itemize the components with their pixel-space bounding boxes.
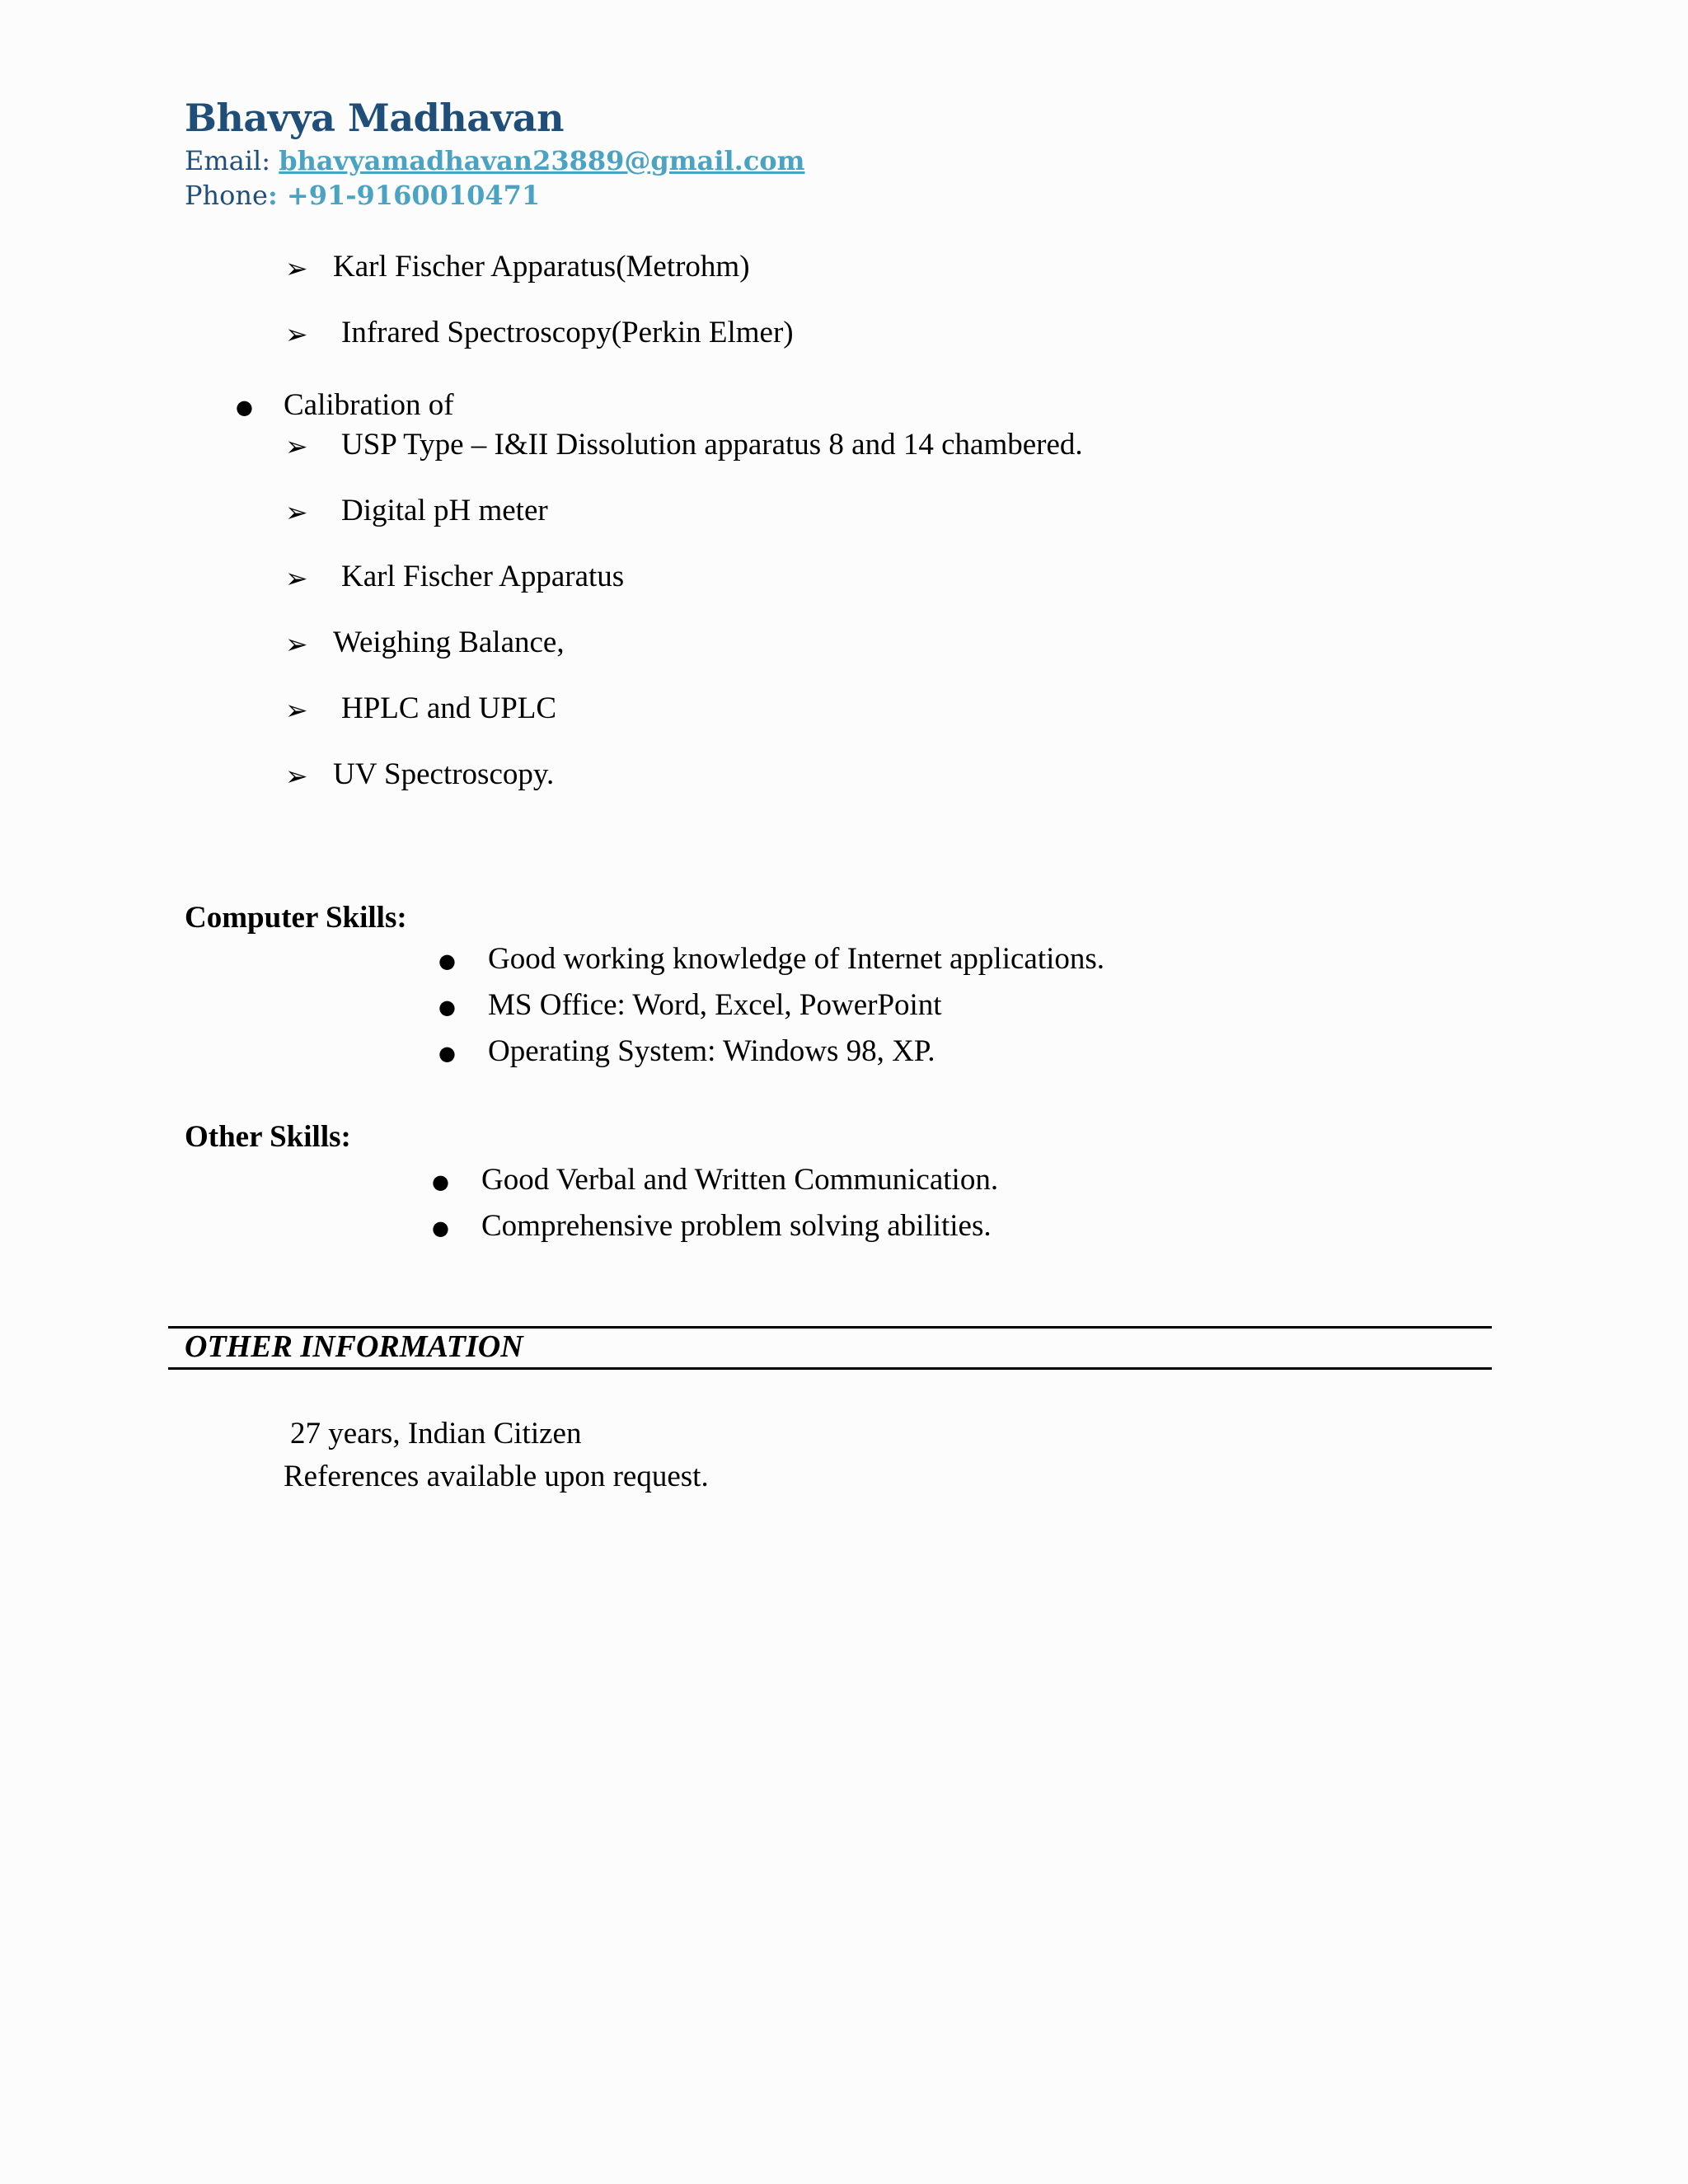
arrow-bullet-icon: ➢	[285, 760, 308, 792]
section-divider-bottom	[168, 1367, 1492, 1370]
other-skill-item: Comprehensive problem solving abilities.	[481, 1209, 992, 1243]
email-link[interactable]: bhavyamadhavan23889@gmail.com	[279, 145, 805, 176]
round-bullet-icon: ●	[438, 1042, 456, 1065]
calibration-item: HPLC and UPLC	[341, 691, 557, 725]
computer-skill-item: Good working knowledge of Internet applications.	[488, 942, 1105, 976]
round-bullet-icon: ●	[438, 949, 456, 972]
info-line-age-citizenship: 27 years, Indian Citizen	[290, 1417, 582, 1451]
info-line-references: References available upon request.	[284, 1460, 709, 1493]
round-bullet-icon: ●	[438, 996, 456, 1019]
other-skills-heading: Other Skills:	[185, 1120, 351, 1154]
other-skill-item: Good Verbal and Written Communication.	[481, 1163, 999, 1197]
arrow-bullet-icon: ➢	[285, 694, 308, 726]
arrow-bullet-icon: ➢	[285, 628, 308, 660]
email-label: Email:	[185, 145, 271, 176]
instrument-item: Infrared Spectroscopy(Perkin Elmer)	[341, 316, 794, 349]
computer-skills-heading: Computer Skills:	[185, 901, 407, 935]
computer-skill-item: MS Office: Word, Excel, PowerPoint	[488, 988, 942, 1022]
arrow-bullet-icon: ➢	[285, 496, 308, 528]
calibration-item: USP Type – I&II Dissolution apparatus 8 and 14 chambered.	[341, 428, 1083, 462]
phone-line	[185, 180, 540, 211]
arrow-bullet-icon: ➢	[285, 430, 308, 462]
phone-label: Phone	[185, 180, 268, 211]
round-bullet-icon: ●	[236, 396, 253, 419]
calibration-heading: Calibration of	[284, 388, 454, 422]
phone-value: : +91-9160010471	[267, 180, 541, 211]
arrow-bullet-icon: ➢	[285, 562, 308, 594]
arrow-bullet-icon: ➢	[285, 252, 308, 284]
other-information-heading: OTHER INFORMATION	[185, 1329, 523, 1364]
calibration-item: Karl Fischer Apparatus	[341, 560, 625, 593]
arrow-bullet-icon: ➢	[285, 318, 308, 350]
instrument-item: Karl Fischer Apparatus(Metrohm)	[333, 250, 750, 284]
round-bullet-icon: ●	[432, 1170, 449, 1193]
calibration-item: Weighing Balance,	[333, 626, 565, 659]
computer-skill-item: Operating System: Windows 98, XP.	[488, 1034, 935, 1068]
email-line	[185, 145, 805, 176]
calibration-item: UV Spectroscopy.	[333, 757, 555, 791]
round-bullet-icon: ●	[432, 1216, 449, 1240]
calibration-item: Digital pH meter	[341, 494, 548, 527]
candidate-name: Bhavya Madhavan	[185, 96, 565, 140]
